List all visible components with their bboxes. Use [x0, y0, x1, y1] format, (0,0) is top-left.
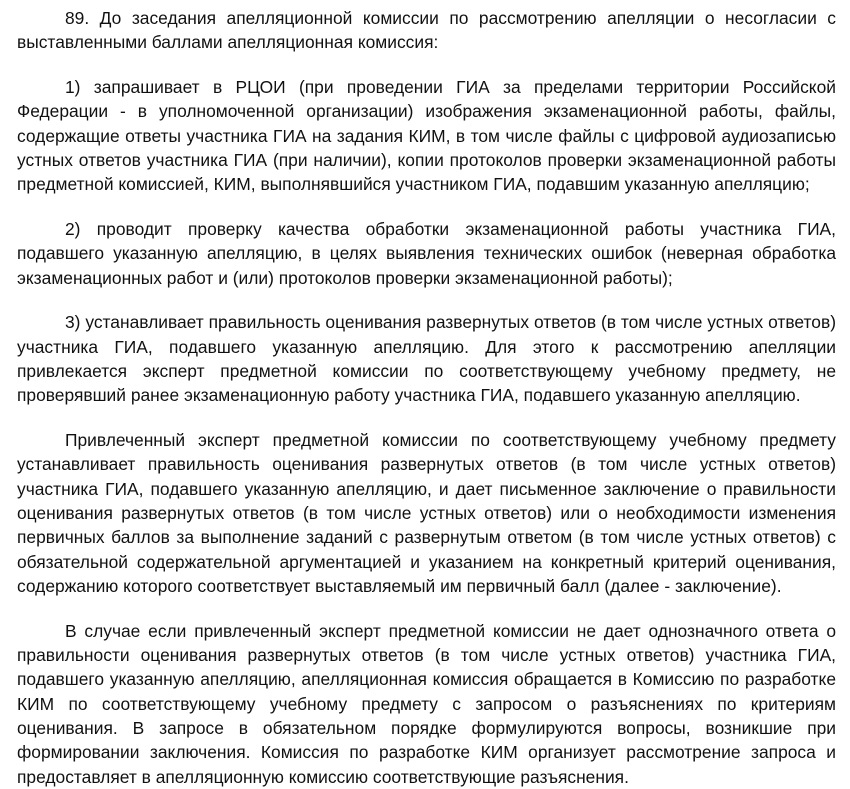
paragraph-89-intro: 89. До заседания апелляционной комиссии по рассмотрению апелляции о несогласии с выставленными баллами апелляционная комиссия: — [17, 8, 836, 53]
paragraph-expert-conclusion: Привлеченный эксперт предметной комиссии по соответствующему учебному предмету устанавливает правильность оценивания развернутых ответов (в том числе устных ответов) участника ГИА, подавшего указанную апелляцию, и дает письменное заключение о правильности оценивания развернутых ответов (в том числе устных ответов) или о необходимости изменения первичных баллов за выполнение заданий с развернутым ответом (в том числе устных ответов) с обязательной содержательной аргументацией и указанием на конкретный критерий оценивания, содержанию которого соответствует выставляемый им первичный балл (далее - заключение). — [17, 430, 836, 596]
paragraph-item-1: 1) запрашивает в РЦОИ (при проведении ГИА за пределами территории Российской Федерации - в уполномоченной организации) изображения экзаменационной работы, файлы, содержащие ответы участника ГИА на задания КИМ, в том числе файлы с цифровой аудиозаписью устных ответов участника ГИА (при наличии), копии протоколов проверки экзаменационной работы предметной комиссией, КИМ, выполнявшийся участником ГИА, подавшим указанную апелляцию; — [17, 77, 836, 195]
paragraph-item-2: 2) проводит проверку качества обработки экзаменационной работы участника ГИА, подавшего указанную апелляцию, в целях выявления технических ошибок (неверная обработка экзаменационных работ и (или) протоколов проверки экзаменационной работы); — [17, 219, 836, 288]
paragraph-item-3: 3) устанавливает правильность оценивания развернутых ответов (в том числе устных ответов) участника ГИА, подавшего указанную апелляцию. Для этого к рассмотрению апелляции привлекается эксперт предметной комиссии по соответствующему учебному предмету, не проверявший ранее экзаменационную работу участника ГИА, подавшего указанную апелляцию. — [17, 312, 836, 406]
document-page — [17, 6, 836, 789]
paragraph-kim-commission-request: В случае если привлеченный эксперт предметной комиссии не дает однозначного ответа о правильности оценивания развернутых ответов (в том числе устных ответов) участника ГИА, подавшего указанную апелляцию, апелляционная комиссия обращается в Комиссию по разработке КИМ по соответствующему учебному предмету с запросом о разъяснениях по критериям оценивания. В запросе в обязательном порядке формулируются вопросы, возникшие при формировании заключения. Комиссия по разработке КИМ организует рассмотрение запроса и предоставляет в апелляционную комиссию соответствующие разъяснения. — [17, 620, 836, 787]
